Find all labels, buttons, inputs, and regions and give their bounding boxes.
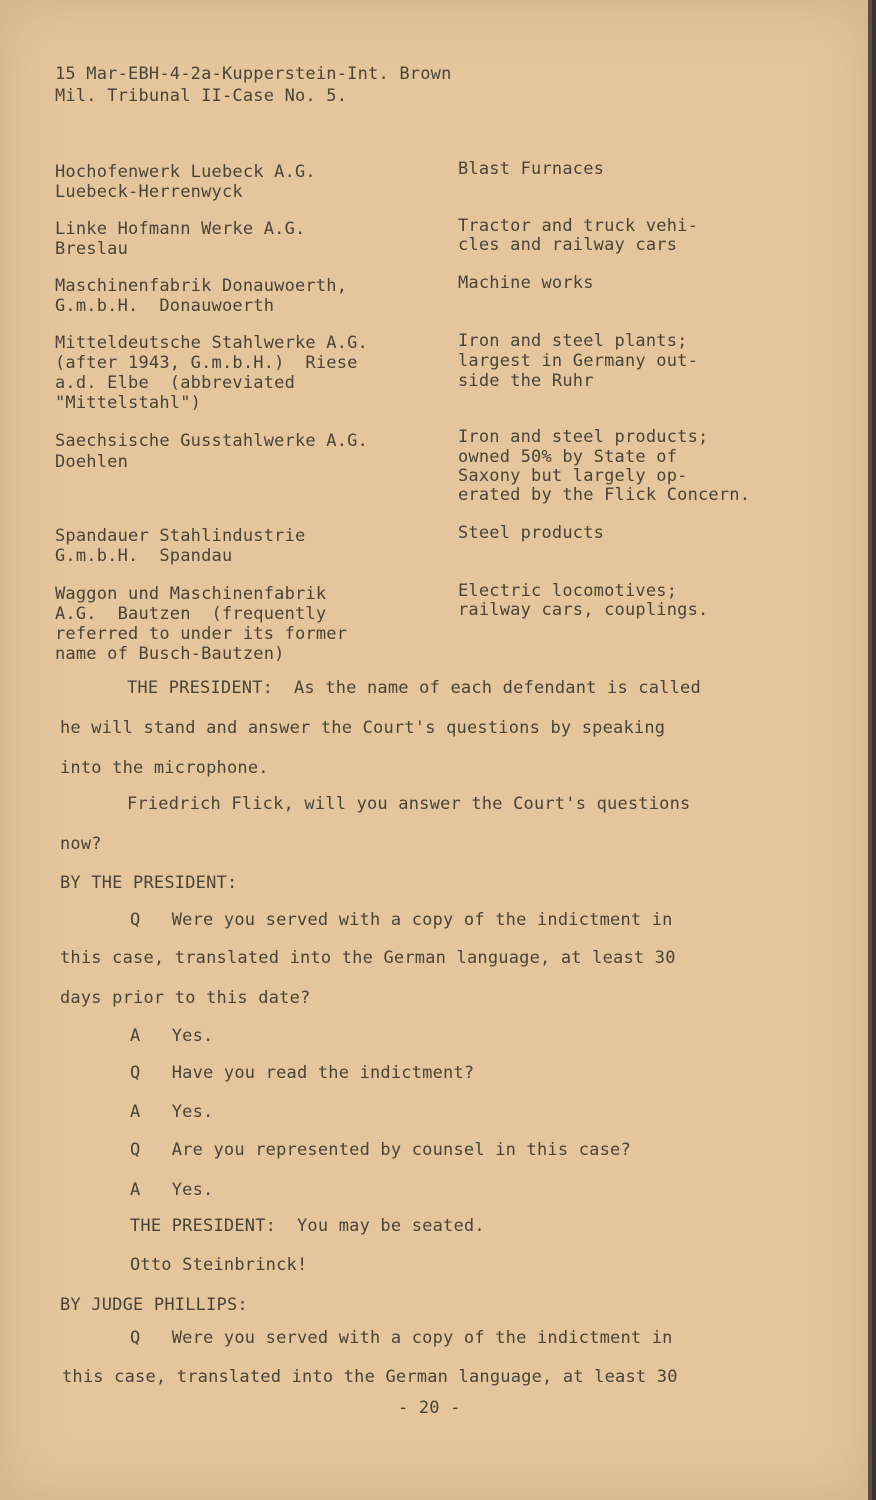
transcript-line: A Yes. bbox=[130, 1026, 214, 1046]
company-desc-line: Electric locomotives; bbox=[458, 581, 678, 601]
company-name-line: Waggon und Maschinenfabrik bbox=[55, 584, 327, 604]
company-name-line: Spandauer Stahlindustrie bbox=[55, 526, 306, 546]
transcript-line: this case, translated into the German language, at least 30 bbox=[62, 1367, 678, 1387]
company-name-line: "Mittelstahl") bbox=[55, 393, 202, 413]
company-name-line: Hochofenwerk Luebeck A.G. bbox=[55, 162, 316, 182]
transcript-line: Q Are you represented by counsel in this case? bbox=[130, 1140, 631, 1160]
transcript-line: Q Were you served with a copy of the indictment in bbox=[130, 1328, 673, 1348]
company-name-line: Linke Hofmann Werke A.G. bbox=[55, 219, 306, 239]
company-desc-line: owned 50% by State of bbox=[458, 447, 678, 467]
company-name-line: A.G. Bautzen (frequently bbox=[55, 604, 327, 624]
company-desc-line: Steel products bbox=[458, 523, 605, 543]
transcript-heading: BY THE PRESIDENT: bbox=[60, 873, 238, 893]
company-desc-line: Iron and steel plants; bbox=[458, 331, 688, 351]
company-desc-line: railway cars, couplings. bbox=[458, 600, 709, 620]
company-desc-line: Iron and steel products; bbox=[458, 427, 709, 447]
transcript-line: this case, translated into the German language, at least 30 bbox=[60, 948, 676, 968]
company-name-line: G.m.b.H. Spandau bbox=[55, 546, 233, 566]
company-name-line: (after 1943, G.m.b.H.) Riese bbox=[55, 353, 358, 373]
company-name-line: name of Busch-Bautzen) bbox=[55, 644, 285, 664]
page-number: - 20 - bbox=[398, 1398, 461, 1418]
company-name-line: Doehlen bbox=[55, 452, 129, 472]
company-desc-line: cles and railway cars bbox=[458, 235, 678, 255]
company-desc-line: side the Ruhr bbox=[458, 371, 594, 391]
company-desc-line: erated by the Flick Concern. bbox=[458, 485, 751, 505]
transcript-line: Otto Steinbrinck! bbox=[130, 1255, 308, 1275]
company-name-line: referred to under its former bbox=[55, 624, 348, 644]
transcript-line: days prior to this date? bbox=[60, 988, 311, 1008]
company-desc-line: Blast Furnaces bbox=[458, 159, 605, 179]
transcript-line: THE PRESIDENT: You may be seated. bbox=[130, 1216, 485, 1236]
company-desc-line: Tractor and truck vehi- bbox=[458, 216, 699, 236]
company-desc-line: Saxony but largely op- bbox=[458, 466, 688, 486]
transcript-line: Friedrich Flick, will you answer the Court's questions bbox=[127, 794, 691, 814]
transcript-line: he will stand and answer the Court's questions by speaking bbox=[60, 718, 666, 738]
transcript-line: A Yes. bbox=[130, 1180, 214, 1200]
transcript-line: Q Have you read the indictment? bbox=[130, 1063, 475, 1083]
company-name-line: Maschinenfabrik Donauwoerth, bbox=[55, 276, 348, 296]
transcript-heading: BY JUDGE PHILLIPS: bbox=[60, 1295, 248, 1315]
header-line-2: Mil. Tribunal II-Case No. 5. bbox=[55, 86, 348, 106]
company-name-line: a.d. Elbe (abbreviated bbox=[55, 373, 296, 393]
transcript-line: now? bbox=[60, 834, 102, 854]
header-line-1: 15 Mar-EBH-4-2a-Kupperstein-Int. Brown bbox=[55, 64, 452, 84]
transcript-line: THE PRESIDENT: As the name of each defendant is called bbox=[127, 678, 701, 698]
company-name-line: Breslau bbox=[55, 239, 129, 259]
transcript-line: into the microphone. bbox=[60, 758, 269, 778]
company-name-line: Luebeck-Herrenwyck bbox=[55, 182, 243, 202]
company-name-line: G.m.b.H. Donauwoerth bbox=[55, 296, 275, 316]
page-edge bbox=[868, 0, 872, 1500]
transcript-line: A Yes. bbox=[130, 1102, 214, 1122]
company-desc-line: largest in Germany out- bbox=[458, 351, 699, 371]
transcript-line: Q Were you served with a copy of the indictment in bbox=[130, 910, 673, 930]
company-name-line: Saechsische Gusstahlwerke A.G. bbox=[55, 431, 369, 451]
company-desc-line: Machine works bbox=[458, 273, 594, 293]
company-name-line: Mitteldeutsche Stahlwerke A.G. bbox=[55, 333, 369, 353]
